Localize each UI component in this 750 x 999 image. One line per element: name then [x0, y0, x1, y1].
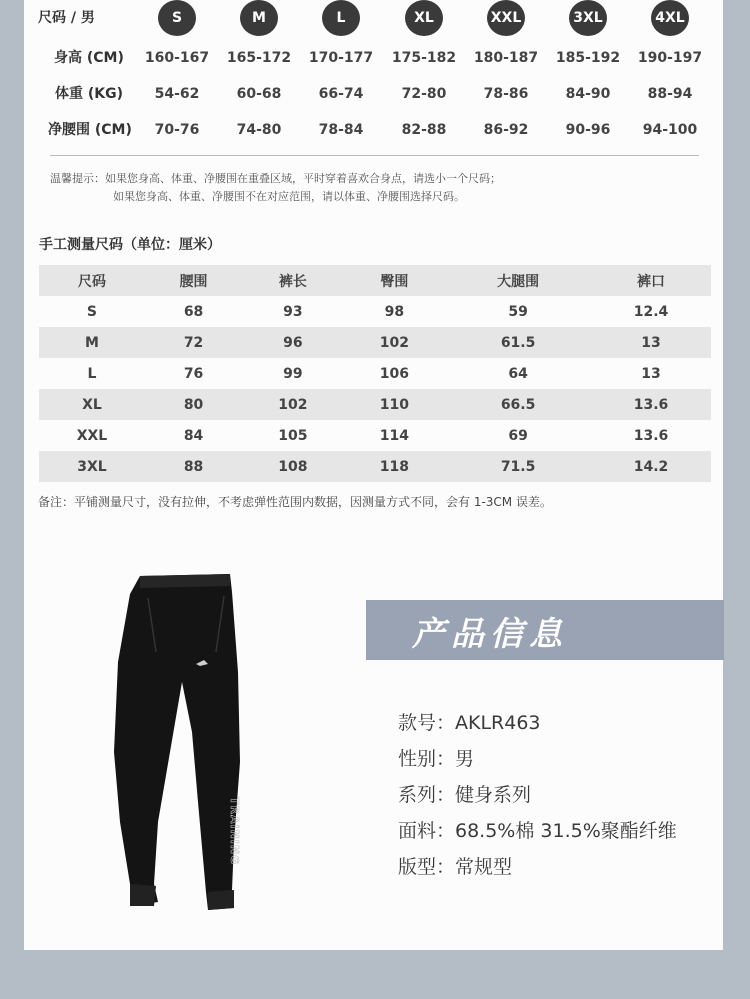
- product-detail-card: [24, 0, 723, 950]
- weight-cell: 78-86: [483, 86, 529, 102]
- table-cell: 72: [183, 334, 204, 351]
- height-cell: 180-187: [473, 50, 539, 66]
- gender: 性别：男: [398, 748, 475, 770]
- height-cell: 160-167: [144, 50, 210, 66]
- table-row: [39, 451, 711, 482]
- pants-body: [114, 574, 240, 910]
- column-header: 裤口: [637, 273, 665, 290]
- height-cell: 175-182: [391, 50, 457, 66]
- size-badge-4xl: 4XL: [651, 0, 689, 36]
- table-cell: 3XL: [77, 458, 107, 475]
- weight-cell: 54-62: [154, 86, 200, 102]
- column-header: 臀围: [380, 273, 409, 290]
- table-row: [39, 389, 711, 420]
- table-cell: 114: [379, 427, 410, 444]
- product-info-banner: [366, 600, 724, 660]
- fabric: 面料：68.5%棉 31.5%聚酯纤维: [398, 820, 677, 842]
- weight-cell: 72-80: [401, 86, 447, 102]
- size-badge-m: M: [240, 0, 278, 36]
- waist-cell: 82-88: [401, 122, 447, 138]
- table-cell: 13: [641, 334, 661, 351]
- measure-title: 手工测量尺码（单位：厘米）: [39, 237, 221, 253]
- size-tip-line-1: 温馨提示：如果您身高、体重、净腰围在重叠区域，平时穿着喜欢合身点，请选小一个尺码；: [50, 172, 501, 185]
- height-label: 身高 (CM): [54, 50, 124, 66]
- table-cell: 108: [278, 458, 308, 475]
- measure-note: 备注：平铺测量尺寸，没有拉伸，不考虑弹性范围内数据，因测量方式不同，会有 1-3CM 误差。: [38, 495, 552, 509]
- table-cell: 102: [379, 334, 410, 351]
- size-tip-line-2: 如果您身高、体重、净腰围不在对应范围，请以体重、净腰围选择尺码。: [113, 190, 465, 203]
- pants-print-text: TRAINING: [228, 797, 241, 866]
- table-cell: XL: [82, 396, 102, 413]
- pants-waistband: [140, 574, 230, 588]
- table-cell: 88: [183, 458, 204, 475]
- weight-label: 体重 (KG): [55, 86, 124, 102]
- weight-cell: 66-74: [318, 86, 364, 102]
- waist-cell: 70-76: [154, 122, 200, 138]
- size-badge-3xl: 3XL: [569, 0, 607, 36]
- table-cell: 61.5: [500, 334, 536, 351]
- size-label: 尺码 / 男: [38, 10, 95, 26]
- table-cell: 80: [183, 396, 204, 413]
- table-cell: 84: [183, 427, 204, 444]
- table-cell: 102: [278, 396, 308, 413]
- table-cell: 96: [283, 334, 303, 351]
- waist-row: [24, 112, 723, 148]
- weight-row: [24, 76, 723, 112]
- table-cell: 99: [283, 365, 303, 382]
- left-cuff: [130, 884, 156, 906]
- weight-cell: 60-68: [236, 86, 282, 102]
- table-cell: 69: [508, 427, 528, 444]
- height-cell: 185-192: [555, 50, 621, 66]
- height-cell: 165-172: [226, 50, 292, 66]
- table-cell: 13: [641, 365, 661, 382]
- column-header: 尺码: [77, 273, 106, 290]
- size-chart-divider: [50, 155, 699, 156]
- weight-cell: 88-94: [647, 86, 693, 102]
- table-cell: 93: [283, 303, 303, 320]
- product-info-title: 产品信息: [412, 614, 568, 653]
- size-badge-xl: XL: [405, 0, 443, 36]
- height-cell: 170-177: [308, 50, 374, 66]
- table-row: [39, 420, 711, 451]
- size-badge-l: L: [322, 0, 360, 36]
- right-cuff: [208, 890, 234, 910]
- table-cell: 71.5: [500, 458, 536, 475]
- waist-cell: 74-80: [236, 122, 282, 138]
- table-cell: S: [86, 303, 98, 320]
- table-cell: 98: [384, 303, 405, 320]
- waist-cell: 90-96: [565, 122, 611, 138]
- table-cell: 76: [183, 365, 204, 382]
- style-number: 款号：AKLR463: [398, 712, 541, 734]
- table-cell: 106: [379, 365, 410, 382]
- pants-product-image: [112, 572, 242, 912]
- waist-cell: 86-92: [483, 122, 529, 138]
- table-cell: 68: [183, 303, 204, 320]
- table-cell: 13.6: [633, 396, 669, 413]
- table-header-row: [39, 265, 711, 296]
- column-header: 腰围: [179, 273, 208, 290]
- table-cell: 105: [278, 427, 308, 444]
- waist-cell: 94-100: [642, 122, 698, 138]
- table-cell: 14.2: [633, 458, 669, 475]
- fit: 版型：常规型: [398, 856, 513, 878]
- table-cell: 59: [508, 303, 528, 320]
- table-cell: 66.5: [500, 396, 536, 413]
- weight-cell: 84-90: [565, 86, 611, 102]
- size-badge-xxl: XXL: [487, 0, 525, 36]
- table-cell: 118: [379, 458, 410, 475]
- column-header: 大腿围: [497, 273, 540, 290]
- measure-table: [39, 265, 711, 482]
- size-row: [24, 0, 723, 36]
- size-badge-s: S: [158, 0, 196, 36]
- table-cell: 64: [508, 365, 528, 382]
- table-cell: M: [85, 334, 99, 351]
- column-header: 裤长: [278, 273, 307, 290]
- table-cell: 110: [379, 396, 410, 413]
- waist-cell: 78-84: [318, 122, 364, 138]
- series: 系列：健身系列: [398, 784, 532, 806]
- height-cell: 190-197: [637, 50, 703, 66]
- table-row: [39, 327, 711, 358]
- table-cell: 12.4: [633, 303, 669, 320]
- table-cell: XXL: [76, 427, 108, 444]
- table-row: [39, 358, 711, 389]
- table-row: [39, 296, 711, 327]
- table-cell: 13.6: [633, 427, 669, 444]
- height-row: [24, 40, 723, 76]
- table-cell: L: [87, 365, 97, 382]
- waist-label: 净腰围 (CM): [48, 122, 132, 138]
